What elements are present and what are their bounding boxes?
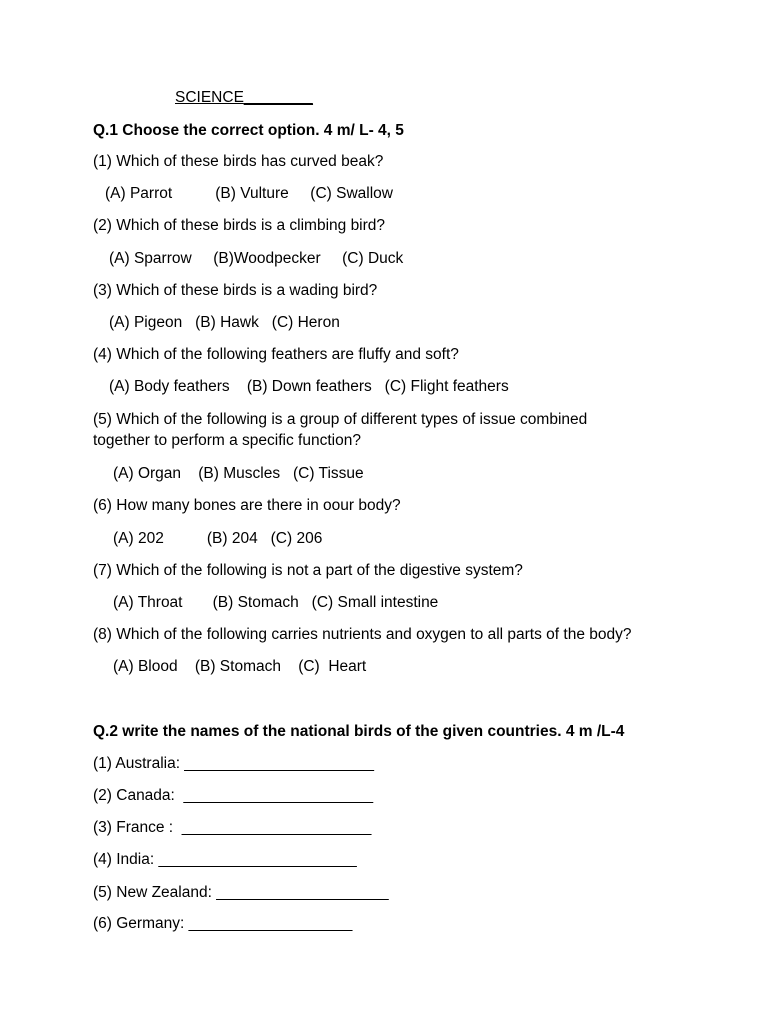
question-4-text: (4) Which of the following feathers are fluffy and soft? (93, 346, 459, 363)
question-5-options: (A) Organ (B) Muscles (C) Tissue (113, 465, 364, 482)
question-1-options: (A) Parrot (B) Vulture (C) Swallow (105, 185, 393, 202)
question-6-text: (6) How many bones are there in oour body? (93, 497, 401, 514)
page-title: SCIENCE________ (175, 89, 313, 106)
q2-item-australia: (1) Australia: ______________________ (93, 755, 374, 772)
question-1-text: (1) Which of these birds has curved beak? (93, 153, 384, 170)
q2-item-new-zealand: (5) New Zealand: ____________________ (93, 884, 389, 901)
question-5-text: (5) Which of the following is a group of different types of issue combined (93, 411, 588, 428)
q2-item-india: (4) India: _______________________ (93, 851, 357, 868)
question-7-text: (7) Which of the following is not a part of the digestive system? (93, 562, 523, 579)
question-2-options: (A) Sparrow (B)Woodpecker (C) Duck (109, 250, 404, 267)
q2-item-france: (3) France : ______________________ (93, 819, 372, 836)
q2-heading: Q.2 write the names of the national birds of the given countries. 4 m /L-4 (93, 723, 625, 740)
question-2-text: (2) Which of these birds is a climbing bird? (93, 217, 386, 234)
question-8-text: (8) Which of the following carries nutrients and oxygen to all parts of the body? (93, 626, 632, 643)
q1-heading: Q.1 Choose the correct option. 4 m/ L- 4, 5 (93, 122, 404, 139)
question-8-options: (A) Blood (B) Stomach (C) Heart (113, 658, 367, 675)
question-5-text-continued: together to perform a specific function? (93, 432, 361, 449)
question-7-options: (A) Throat (B) Stomach (C) Small intestine (113, 594, 439, 611)
q2-item-germany: (6) Germany: ___________________ (93, 915, 353, 932)
question-3-options: (A) Pigeon (B) Hawk (C) Heron (109, 314, 340, 331)
question-3-text: (3) Which of these birds is a wading bird? (93, 282, 378, 299)
question-4-options: (A) Body feathers (B) Down feathers (C) Flight feathers (109, 378, 509, 395)
q2-item-canada: (2) Canada: ______________________ (93, 787, 374, 804)
question-6-options: (A) 202 (B) 204 (C) 206 (113, 530, 323, 547)
